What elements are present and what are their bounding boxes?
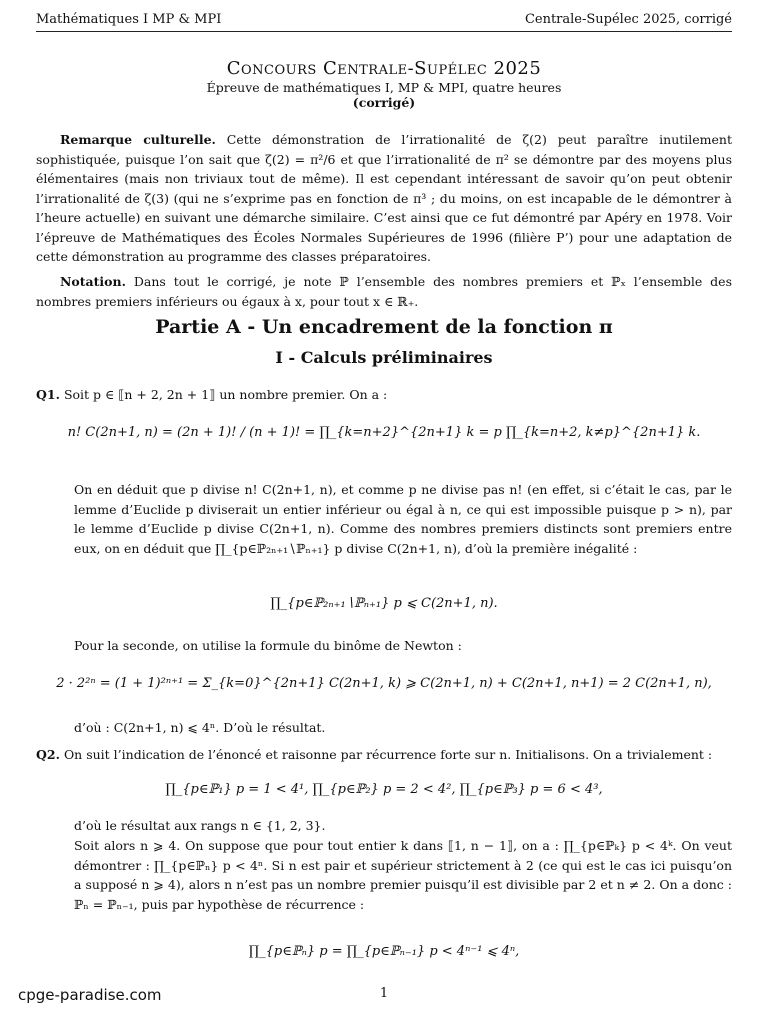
- title-block: [0, 58, 768, 110]
- remarque-text: Cette démonstration de l’irrationalité de ζ(2) peut paraître inutilement sophistiquée, puisque l’on sait que ζ(2) = π²/6 et que l’irrationalité de π² se démontre par des moyens plus élémentaires (mais non triviaux tout de même). Il est cependant intéressant de savoir qu’on peut obtenir l’irrationalité de ζ(3) (qui ne s’exprime pas en fonction de π³ ; du moins, on est incapable de le démontrer à l’heure actuelle) en suivant une démarche similaire. C’est ainsi que ce fut démontré par Apéry en 1978. Voir l’épreuve de Mathématiques des Écoles Normales Supérieures de 1996 (filière P’) pour une adaptation de cette démonstration au programme des classes préparatoires.: [36, 132, 732, 264]
- q1-paragraph-1: On en déduit que p divise n! C(2n+1, n), et comme p ne divise pas n! (en effet, si c’était le cas, par le lemme d’Euclide p diviserait un entier inférieur ou égal à n, ce qui est impossible puisque p > n), par le lemme d’Euclide p divise C(2n+1, n). Comme des nombres premiers distincts sont premiers entre eux, on en déduit que ∏_{p∈ℙ₂ₙ₊₁∖ℙₙ₊₁} p divise C(2n+1, n), d’où la première inégalité :: [74, 482, 732, 556]
- q2-equation-2: ∏_{p∈ℙₙ} p = ∏_{p∈ℙₙ₋₁} p < 4ⁿ⁻¹ ⩽ 4ⁿ,: [248, 944, 520, 959]
- paper-subtitle: Épreuve de mathématiques I, MP & MPI, quatre heures: [206, 80, 562, 95]
- page-number: 1: [379, 986, 389, 1001]
- q1-intro-line: [36, 385, 732, 405]
- q1-equation-3: 2 · 2²ⁿ = (1 + 1)²ⁿ⁺¹ = Σ_{k=0}^{2n+1} C(2n+1, k) ⩾ C(2n+1, n) + C(2n+1, n+1) = 2 C(2n+1, n),: [56, 676, 712, 691]
- q2-paragraph-3: Soit alors n ⩾ 4. On suppose que pour tout entier k dans ⟦1, n − 1⟧, on a : ∏_{p∈ℙₖ} p < 4ᵏ. On veut démontrer : ∏_{p∈ℙₙ} p < 4ⁿ. Si n est pair et supérieur strictement à 2 (ce qui est le cas ici puisqu’on a supposé n ⩾ 4), alors n n’est pas un nombre premier puisqu’il est divisible par 2 et n ≠ 2. On a donc : ℙₙ = ℙₙ₋₁, puis par hypothèse de récurrence :: [74, 838, 732, 912]
- q1-paragraph-2: Pour la seconde, on utilise la formule du binôme de Newton :: [74, 638, 462, 653]
- q2-paragraph-1: On suit l’indication de l’énoncé et raisonne par récurrence forte sur n. Initialisons. On a trivialement :: [63, 747, 713, 762]
- q1-equation-2: ∏_{p∈ℙ₂ₙ₊₁∖ℙₙ₊₁} p ⩽ C(2n+1, n).: [270, 596, 498, 611]
- q2-first-line: [36, 745, 732, 765]
- paper-tag: (corrigé): [352, 95, 416, 110]
- paper-title: Concours Centrale-Supélec 2025: [226, 58, 542, 79]
- q2-equation-1: ∏_{p∈ℙ₁} p = 1 < 4¹, ∏_{p∈ℙ₂} p = 2 < 4², ∏_{p∈ℙ₃} p = 6 < 4³,: [165, 782, 603, 797]
- footer-site: cpge-paradise.com: [18, 986, 162, 1004]
- remarque-paragraph: [36, 130, 732, 267]
- header-right: Centrale-Supélec 2025, corrigé: [524, 12, 732, 27]
- q2-label: Q2.: [36, 747, 60, 762]
- notation-text: Dans tout le corrigé, je note ℙ l’ensemble des nombres premiers et ℙₓ l’ensemble des nombres premiers inférieurs ou égaux à x, pour tout x ∈ ℝ₊.: [36, 274, 732, 309]
- header-left: Mathématiques I MP & MPI: [36, 12, 222, 27]
- q1-label: Q1.: [36, 387, 60, 402]
- q1-equation-1: n! C(2n+1, n) = (2n + 1)! / (n + 1)! = ∏_{k=n+2}^{2n+1} k = p ∏_{k=n+2, k≠p}^{2n+1} k.: [67, 425, 701, 440]
- notation-label: Notation.: [60, 274, 126, 289]
- part-a-heading: Partie A - Un encadrement de la fonction π: [155, 316, 613, 338]
- notation-paragraph: [36, 272, 732, 311]
- q1-paragraph-3: d’où : C(2n+1, n) ⩽ 4ⁿ. D’où le résultat.: [74, 720, 326, 735]
- q2-paragraph-2: d’où le résultat aux rangs n ∈ {1, 2, 3}.: [74, 818, 326, 833]
- remarque-label: Remarque culturelle.: [60, 132, 216, 147]
- running-header: [36, 12, 732, 32]
- section-1-heading: I - Calculs préliminaires: [275, 348, 493, 367]
- q1-intro: Soit p ∈ ⟦n + 2, 2n + 1⟧ un nombre premier. On a :: [63, 387, 388, 402]
